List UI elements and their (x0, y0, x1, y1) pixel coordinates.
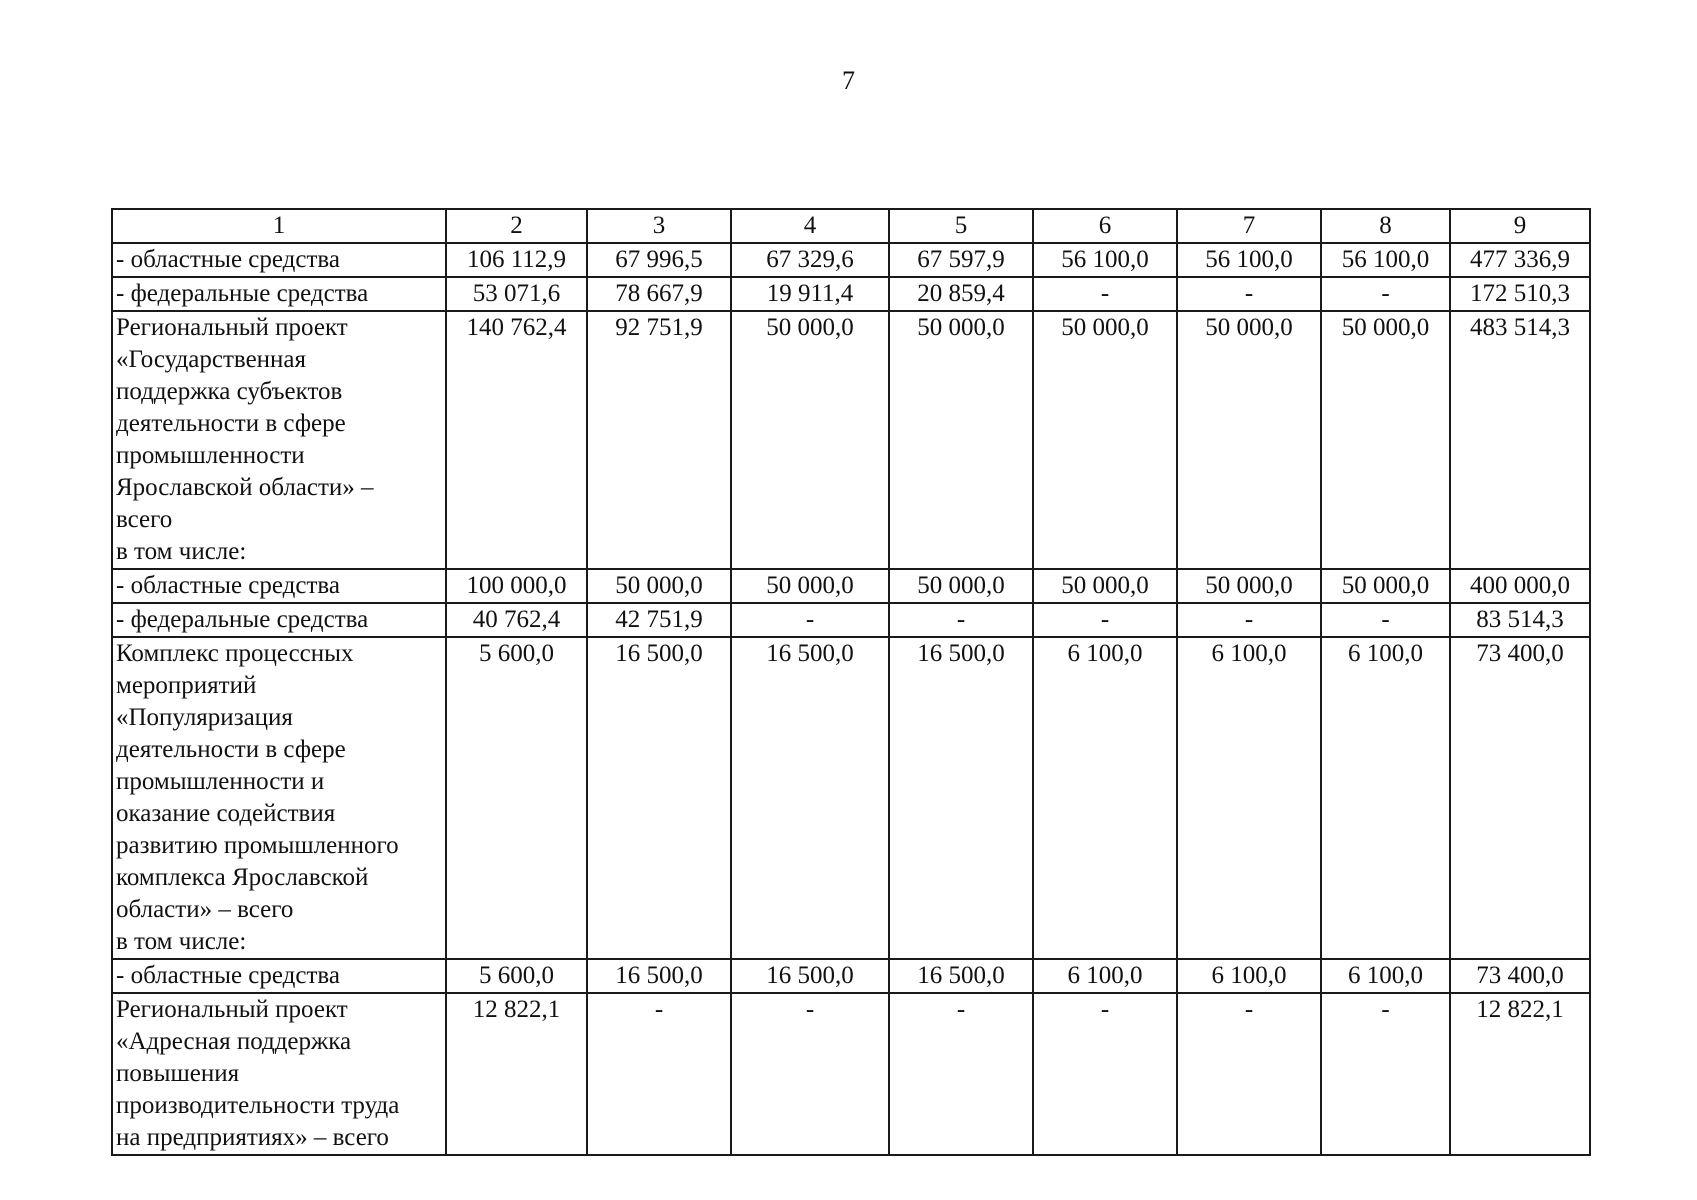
cell-value: - (1033, 277, 1177, 311)
cell-value: 19 911,4 (731, 277, 889, 311)
column-header: 7 (1177, 209, 1321, 243)
cell-value: 67 597,9 (889, 243, 1033, 277)
row-label: - областные средства (112, 569, 446, 603)
cell-value: 73 400,0 (1450, 637, 1590, 959)
cell-value: 16 500,0 (587, 959, 731, 993)
cell-value: 172 510,3 (1450, 277, 1590, 311)
column-header: 4 (731, 209, 889, 243)
table-row (112, 243, 1590, 277)
cell-value: 56 100,0 (1177, 243, 1321, 277)
cell-value: - (587, 993, 731, 1155)
cell-value: 50 000,0 (1177, 311, 1321, 569)
column-header: 6 (1033, 209, 1177, 243)
cell-value: 56 100,0 (1321, 243, 1450, 277)
cell-value: - (1177, 603, 1321, 637)
cell-value: 50 000,0 (889, 311, 1033, 569)
cell-value: 67 329,6 (731, 243, 889, 277)
table-row (112, 277, 1590, 311)
row-label: Региональный проект «Государственная поддержка субъектов деятельности в сфере промышленности Ярославской области» – всего в том числе: (112, 311, 446, 569)
column-header: 9 (1450, 209, 1590, 243)
column-number-row (112, 209, 1590, 243)
cell-value: - (731, 603, 889, 637)
row-label: - федеральные средства (112, 277, 446, 311)
cell-value: - (1321, 993, 1450, 1155)
row-label: - федеральные средства (112, 603, 446, 637)
cell-value: 83 514,3 (1450, 603, 1590, 637)
table-row (112, 311, 1590, 569)
cell-value: - (1177, 277, 1321, 311)
cell-value: 20 859,4 (889, 277, 1033, 311)
cell-value: 106 112,9 (446, 243, 587, 277)
cell-value: 6 100,0 (1033, 637, 1177, 959)
cell-value: - (731, 993, 889, 1155)
cell-value: 100 000,0 (446, 569, 587, 603)
cell-value: 6 100,0 (1321, 959, 1450, 993)
cell-value: - (1321, 277, 1450, 311)
cell-value: 16 500,0 (889, 637, 1033, 959)
cell-value: 16 500,0 (587, 637, 731, 959)
table-row (112, 569, 1590, 603)
table-row (112, 603, 1590, 637)
cell-value: 140 762,4 (446, 311, 587, 569)
cell-value: - (1321, 603, 1450, 637)
cell-value: 6 100,0 (1033, 959, 1177, 993)
funding-table (111, 208, 1591, 1156)
cell-value: - (889, 603, 1033, 637)
cell-value: 6 100,0 (1321, 637, 1450, 959)
cell-value: 50 000,0 (587, 569, 731, 603)
cell-value: 6 100,0 (1177, 637, 1321, 959)
cell-value: 56 100,0 (1033, 243, 1177, 277)
cell-value: 50 000,0 (1321, 311, 1450, 569)
column-header: 2 (446, 209, 587, 243)
cell-value: 50 000,0 (1033, 311, 1177, 569)
cell-value: - (1033, 603, 1177, 637)
cell-value: 5 600,0 (446, 959, 587, 993)
cell-value: 50 000,0 (731, 569, 889, 603)
cell-value: 477 336,9 (1450, 243, 1590, 277)
cell-value: 483 514,3 (1450, 311, 1590, 569)
cell-value: 40 762,4 (446, 603, 587, 637)
cell-value: 16 500,0 (731, 637, 889, 959)
cell-value: 42 751,9 (587, 603, 731, 637)
table-row (112, 637, 1590, 959)
cell-value: 50 000,0 (1033, 569, 1177, 603)
row-label: - областные средства (112, 243, 446, 277)
cell-value: 92 751,9 (587, 311, 731, 569)
cell-value: 16 500,0 (889, 959, 1033, 993)
cell-value: - (1033, 993, 1177, 1155)
column-header: 8 (1321, 209, 1450, 243)
row-label: - областные средства (112, 959, 446, 993)
cell-value: 16 500,0 (731, 959, 889, 993)
cell-value: 50 000,0 (1321, 569, 1450, 603)
row-label: Комплекс процессных мероприятий «Популяризация деятельности в сфере промышленности и оказание содействия развитию промышленного комплекса Ярославской области» – всего в том числе: (112, 637, 446, 959)
cell-value: - (889, 993, 1033, 1155)
cell-value: 67 996,5 (587, 243, 731, 277)
cell-value: 50 000,0 (731, 311, 889, 569)
cell-value: 12 822,1 (1450, 993, 1590, 1155)
page-number: 7 (842, 66, 855, 95)
table-row (112, 959, 1590, 993)
cell-value: 6 100,0 (1177, 959, 1321, 993)
cell-value: 50 000,0 (1177, 569, 1321, 603)
row-label: Региональный проект «Адресная поддержка повышения производительности труда на предприятиях» – всего (112, 993, 446, 1155)
column-header: 3 (587, 209, 731, 243)
cell-value: - (1177, 993, 1321, 1155)
table-row (112, 993, 1590, 1155)
column-header: 1 (112, 209, 446, 243)
cell-value: 5 600,0 (446, 637, 587, 959)
cell-value: 50 000,0 (889, 569, 1033, 603)
column-header: 5 (889, 209, 1033, 243)
cell-value: 78 667,9 (587, 277, 731, 311)
cell-value: 400 000,0 (1450, 569, 1590, 603)
cell-value: 53 071,6 (446, 277, 587, 311)
cell-value: 73 400,0 (1450, 959, 1590, 993)
cell-value: 12 822,1 (446, 993, 587, 1155)
